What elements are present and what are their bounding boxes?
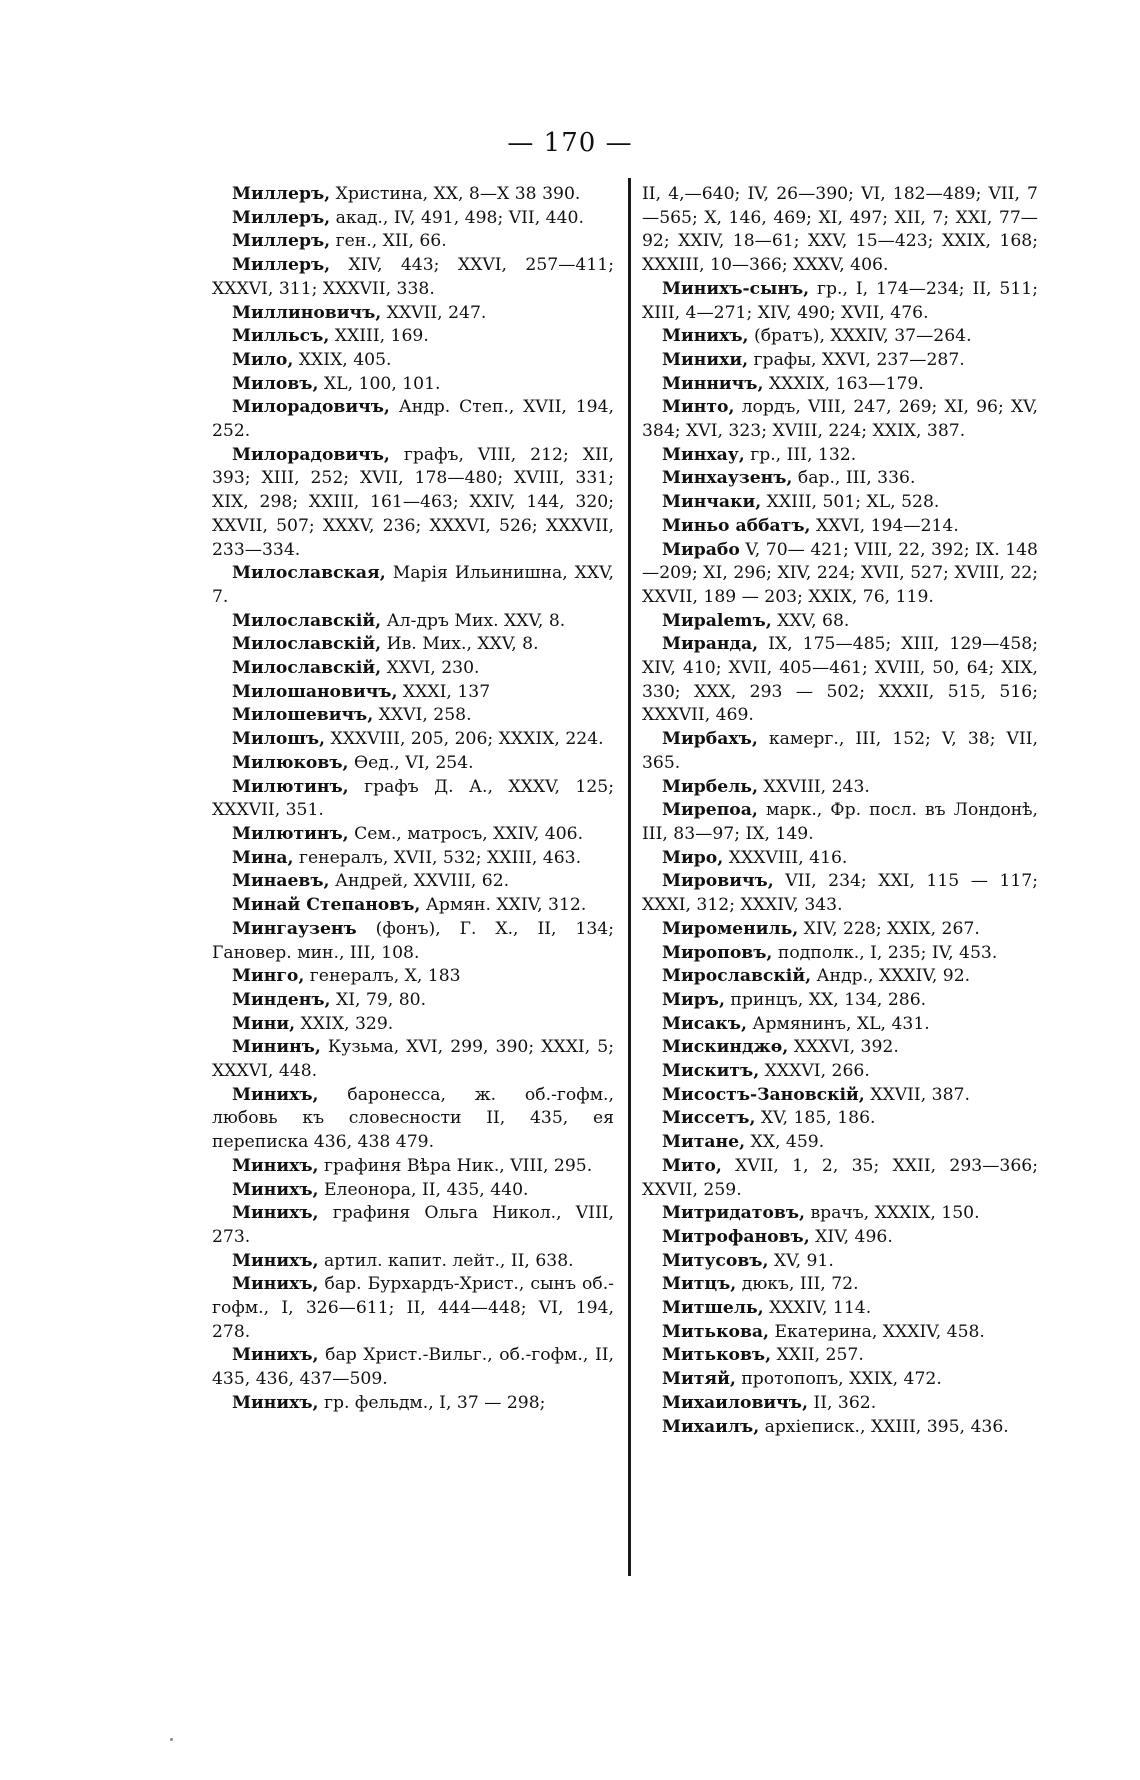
entry-references: генералъ, XVII, 532; XXIII, 463. xyxy=(293,847,582,868)
entry-headword: Минихъ, xyxy=(232,1179,319,1200)
entry-references: дюкъ, III, 72. xyxy=(736,1274,859,1295)
entry-references: артил. капит. лейт., II, 638. xyxy=(318,1250,574,1271)
entry-references: VII, 234; XXI, 115 — 117; XXXI, 312; XXXIV, 343. xyxy=(642,871,1038,916)
index-entry xyxy=(642,1036,1038,1060)
entry-references: гр. фельдм., I, 37 — 298; xyxy=(318,1392,546,1413)
entry-references: бар., III, 336. xyxy=(792,468,916,489)
entry-headword: Милославскій, xyxy=(232,610,382,631)
entry-references: XL, 100, 101. xyxy=(318,373,441,394)
index-entry xyxy=(642,539,1038,610)
index-entry xyxy=(212,562,614,609)
entry-references: XXIII, 169. xyxy=(329,326,429,347)
entry-references: XV, 91. xyxy=(768,1250,834,1271)
entry-references: лордъ, VIII, 247, 269; XI, 96; XV, 384; XVI, 323; XVIII, 224; XXIX, 387. xyxy=(642,397,1038,442)
index-column-right xyxy=(642,183,1038,1439)
entry-references: XXXIV, 114. xyxy=(763,1298,872,1319)
entry-references: XVII, 1, 2, 35; XXII, 293—366; XXVII, 259. xyxy=(642,1155,1038,1200)
index-entry xyxy=(212,847,614,871)
index-entry xyxy=(212,704,614,728)
index-entry xyxy=(642,776,1038,800)
entry-headword: Минихъ, xyxy=(232,1203,319,1224)
entry-headword: Минто, xyxy=(662,397,735,418)
entry-headword: Митусовъ, xyxy=(662,1250,769,1271)
entry-references: графиня Ольга Никол., VIII, 273. xyxy=(212,1203,614,1247)
index-entry xyxy=(642,325,1038,349)
index-entry xyxy=(642,1321,1038,1345)
index-entry xyxy=(642,1084,1038,1108)
entry-headword: Минихъ, xyxy=(232,1155,319,1176)
entry-headword: Мисостъ-Зановскій, xyxy=(662,1084,865,1105)
entry-headword: Минихи, xyxy=(662,349,749,370)
entry-headword: Митцъ, xyxy=(662,1274,737,1295)
entry-references: XXVII, 387. xyxy=(864,1084,970,1105)
entry-headword: Милошевичъ, xyxy=(232,705,374,726)
index-entry xyxy=(212,728,614,752)
index-entry xyxy=(212,230,614,254)
entry-references: Екатерина, XXXIV, 458. xyxy=(769,1321,985,1342)
index-entry xyxy=(212,776,614,823)
index-entry xyxy=(642,444,1038,468)
entry-headword: Милославскій, xyxy=(232,634,382,655)
index-entry xyxy=(642,610,1038,634)
entry-headword: Мило, xyxy=(232,349,294,370)
index-entry xyxy=(212,1036,614,1083)
index-entry xyxy=(642,1273,1038,1297)
entry-headword: Мискитъ, xyxy=(662,1061,760,1082)
entry-headword: Милльсъ, xyxy=(232,326,330,347)
entry-references: XV, 185, 186. xyxy=(755,1108,876,1129)
index-entry xyxy=(212,965,614,989)
index-entry xyxy=(642,989,1038,1013)
index-entry xyxy=(212,302,614,326)
index-entry xyxy=(212,894,614,918)
entry-references: XX, 459. xyxy=(745,1132,825,1153)
entry-headword: Миранда, xyxy=(662,634,759,655)
entry-references: графъ, VIII, 212; XII, 393; XIII, 252; XVII, 178—480; XVIII, 331; XIX, 298; XXIII, 161—463; XXIV, 144, 320; XXVII, 507; XXXV, 236; XXXVI, 526; XXXVII, 233—334. xyxy=(212,444,614,560)
index-entry xyxy=(642,1344,1038,1368)
index-entry xyxy=(212,1344,614,1391)
index-entry xyxy=(212,1155,614,1179)
entry-headword: Минхаузенъ, xyxy=(662,468,793,489)
entry-headword: Митане, xyxy=(662,1132,746,1153)
entry-headword: Минихъ, xyxy=(232,1392,319,1413)
index-entry xyxy=(642,1226,1038,1250)
entry-references: врачъ, XXXIX, 150. xyxy=(805,1203,980,1224)
entry-headword: Миромениль, xyxy=(662,918,799,939)
index-entry xyxy=(642,728,1038,775)
entry-headword: Милорадовичъ, xyxy=(232,397,390,418)
entry-references: архіеписк., XXIII, 395, 436. xyxy=(759,1416,1009,1437)
entry-headword: Минихъ, xyxy=(232,1250,319,1271)
index-entry xyxy=(642,1202,1038,1226)
entry-headword: Милошъ, xyxy=(232,729,325,750)
entry-references: марк., Фр. посл. въ Лондонѣ, III, 83—97; IX, 149. xyxy=(642,800,1038,844)
index-entry xyxy=(642,942,1038,966)
entry-headword: Митькова, xyxy=(662,1321,770,1342)
index-entry xyxy=(212,989,614,1013)
entry-references: Армянинъ, XL, 431. xyxy=(746,1013,930,1034)
index-entry xyxy=(642,1416,1038,1440)
entry-headword: Минчаки, xyxy=(662,492,762,513)
entry-references: подполк., I, 235; IV, 453. xyxy=(772,942,998,963)
entry-headword: Миньо аббатъ, xyxy=(662,515,811,536)
entry-headword: Миловъ, xyxy=(232,373,319,394)
entry-headword: Миръ, xyxy=(662,989,725,1010)
entry-headword: Мирославскій, xyxy=(662,966,812,987)
entry-references: Андр. Степ., XVII, 194, 252. xyxy=(212,397,614,442)
entry-references: Марія Ильинишна, XXV, 7. xyxy=(212,563,614,607)
index-entry xyxy=(642,515,1038,539)
entry-references: графъ Д. А., XXXV, 125; XXXVII, 351. xyxy=(212,776,614,821)
index-entry xyxy=(642,1368,1038,1392)
entry-references: II, 362. xyxy=(807,1392,877,1413)
index-entry xyxy=(642,633,1038,728)
entry-references: XIV, 496. xyxy=(809,1226,893,1247)
entry-headword: Миллеръ, xyxy=(232,184,331,204)
entry-references: баронесса, ж. об.-гофм., любовь къ словесности II, 435, ея переписка 436, 438 479. xyxy=(212,1084,614,1153)
index-entry xyxy=(212,633,614,657)
entry-headword: Миллеръ, xyxy=(232,207,331,228)
index-entry xyxy=(212,681,614,705)
index-entry xyxy=(212,349,614,373)
index-entry xyxy=(212,1250,614,1274)
entry-references: V, 70— 421; VIII, 22, 392; IX. 148—209; XI, 296; XIV, 224; XVII, 527; XVIII, 22; XXVII, 189 — 203; XXIX, 76, 119. xyxy=(642,539,1038,607)
entry-headword: Мироповъ, xyxy=(662,942,773,963)
entry-headword: Минхау, xyxy=(662,444,745,465)
entry-headword: Минихъ, xyxy=(232,1274,319,1295)
entry-headword: Милютинъ, xyxy=(232,823,349,844)
entry-headword: Минго, xyxy=(232,966,305,987)
entry-references: XXVIII, 243. xyxy=(757,776,870,797)
index-entry xyxy=(212,610,614,634)
index-entry xyxy=(642,183,1038,278)
entry-headword: Милюковъ, xyxy=(232,752,349,773)
entry-headword: Мирабо xyxy=(662,539,740,560)
index-entry xyxy=(212,254,614,301)
index-entry xyxy=(642,1107,1038,1131)
index-entry xyxy=(212,657,614,681)
paper-speck xyxy=(170,1738,173,1741)
entry-headword: Минаевъ, xyxy=(232,871,330,892)
entry-headword: Милорадовичъ, xyxy=(232,444,390,465)
entry-headword: Миллеръ, xyxy=(232,231,331,252)
entry-headword: Минничъ, xyxy=(662,373,764,394)
entry-references: гр., III, 132. xyxy=(744,444,857,465)
index-entry xyxy=(642,467,1038,491)
entry-headword: Миллеръ, xyxy=(232,255,331,276)
index-entry xyxy=(642,1013,1038,1037)
entry-references: графы, XXVI, 237—287. xyxy=(748,349,965,370)
entry-headword: Митрофановъ, xyxy=(662,1226,810,1247)
index-entry xyxy=(642,870,1038,917)
entry-references: II, 4,—640; IV, 26—390; VI, 182—489; VII, 7—565; X, 146, 469; XI, 497; XII, 7; XXI, 77—92; XXIV, 18—61; XXV, 15—423; XXIX, 168; XXXIII, 10—366; XXXV, 406. xyxy=(642,184,1038,276)
entry-headword: Минихъ, xyxy=(232,1084,319,1105)
entry-references: XXXVIII, 416. xyxy=(723,847,848,868)
entry-headword: Михаиловичъ, xyxy=(662,1392,808,1413)
entry-headword: Милославскій, xyxy=(232,658,382,679)
entry-references: Христина, XX, 8—X 38 390. xyxy=(330,184,581,204)
entry-references: Ал-дръ Мих. XXV, 8. xyxy=(381,610,566,631)
entry-headword: Миссетъ, xyxy=(662,1108,756,1129)
index-entry xyxy=(212,207,614,231)
entry-references: Сем., матросъ, XXIV, 406. xyxy=(348,823,584,844)
entry-headword: Милошановичъ, xyxy=(232,681,398,702)
entry-headword: Митшель, xyxy=(662,1298,764,1319)
index-entry xyxy=(212,325,614,349)
entry-references: Ив. Мих., XXV, 8. xyxy=(381,634,539,655)
entry-references: XXVII, 247. xyxy=(381,302,487,323)
entry-headword: Мисакъ, xyxy=(662,1013,747,1034)
column-divider xyxy=(628,178,631,1576)
entry-headword: Митридатовъ, xyxy=(662,1203,806,1224)
index-entry xyxy=(212,1013,614,1037)
entry-references: (фонъ), Г. X., II, 134; Гановер. мин., III, 108. xyxy=(212,918,614,963)
entry-headword: Мировичъ, xyxy=(662,871,774,892)
entry-references: Кузьма, XVI, 299, 390; XXXI, 5; XXXVI, 448. xyxy=(212,1037,614,1082)
entry-headword: Милютинъ, xyxy=(232,776,349,797)
page-number: — 170 — xyxy=(507,128,633,158)
entry-headword: Михаилъ, xyxy=(662,1416,760,1437)
index-entry xyxy=(642,1131,1038,1155)
entry-headword: Митьковъ, xyxy=(662,1345,772,1366)
index-entry xyxy=(642,1250,1038,1274)
entry-references: камерг., III, 152; V, 38; VII, 365. xyxy=(642,729,1038,773)
entry-headword: Милославская, xyxy=(232,563,386,584)
entry-headword: Мискинджө, xyxy=(662,1037,789,1058)
index-entry xyxy=(642,1392,1038,1416)
entry-references: XXXVIII, 205, 206; XXXIX, 224. xyxy=(325,729,604,750)
entry-references: генералъ, X, 183 xyxy=(304,966,461,987)
entry-references: Армян. XXIV, 312. xyxy=(420,895,587,916)
entry-references: гр., I, 174—234; II, 511; XIII, 4—271; XIV, 490; XVII, 476. xyxy=(642,278,1038,323)
entry-headword: Мина, xyxy=(232,847,294,868)
index-entry xyxy=(642,965,1038,989)
entry-headword: Митяй, xyxy=(662,1369,736,1390)
entry-headword: Минденъ, xyxy=(232,989,331,1010)
entry-headword: Мито, xyxy=(662,1155,722,1176)
index-column-left xyxy=(212,183,614,1416)
index-entry xyxy=(642,278,1038,325)
index-entry xyxy=(212,823,614,847)
entry-references: XXVI, 194—214. xyxy=(810,515,959,536)
entry-headword: Мини, xyxy=(232,1013,296,1034)
index-entry xyxy=(642,918,1038,942)
entry-references: Андр., XXXIV, 92. xyxy=(811,966,971,987)
entry-references: XXII, 257. xyxy=(771,1345,864,1366)
entry-references: акад., IV, 491, 498; VII, 440. xyxy=(330,207,584,228)
entry-references: XXXVI, 266. xyxy=(759,1061,870,1082)
index-entry xyxy=(212,752,614,776)
index-entry xyxy=(642,799,1038,846)
entry-references: (братъ), XXXIV, 37—264. xyxy=(748,326,972,347)
entry-headword: Мининъ, xyxy=(232,1037,321,1058)
entry-headword: Минихъ, xyxy=(662,326,749,347)
entry-references: XXIX, 405. xyxy=(293,349,392,370)
index-entry xyxy=(642,1155,1038,1202)
index-entry xyxy=(642,847,1038,871)
index-entry xyxy=(642,491,1038,515)
index-entry xyxy=(212,1273,614,1344)
index-entry xyxy=(212,183,614,207)
index-entry xyxy=(642,349,1038,373)
index-entry xyxy=(212,870,614,894)
entry-references: ген., XII, 66. xyxy=(330,231,447,252)
entry-headword: Мираlemъ, xyxy=(662,610,772,631)
index-entry xyxy=(212,373,614,397)
entry-references: XXV, 68. xyxy=(771,610,850,631)
entry-references: Ѳед., VI, 254. xyxy=(348,752,474,773)
entry-references: XI, 79, 80. xyxy=(330,989,427,1010)
entry-references: протопопъ, XXIX, 472. xyxy=(735,1369,942,1390)
entry-references: принцъ, XX, 134, 286. xyxy=(724,989,927,1010)
index-entry xyxy=(212,918,614,965)
entry-references: бар Христ.-Вильг., об.-гофм., II, 435, 436, 437—509. xyxy=(212,1345,614,1390)
entry-headword: Минихъ, xyxy=(232,1345,319,1366)
entry-references: Андрей, XXVIII, 62. xyxy=(329,871,510,892)
entry-headword: Минихъ-сынъ, xyxy=(662,278,810,299)
index-entry xyxy=(212,396,614,443)
entry-references: XXXVI, 392. xyxy=(788,1037,899,1058)
entry-headword: Минай Степановъ, xyxy=(232,895,421,916)
entry-headword: Мингаузенъ xyxy=(232,918,357,939)
entry-references: бар. Бурхардъ-Христ., сынъ об.-гофм., I, 326—611; II, 444—448; VI, 194, 278. xyxy=(212,1274,614,1342)
index-entry xyxy=(642,1060,1038,1084)
entry-headword: Мирбахъ, xyxy=(662,729,758,750)
entry-headword: Мирбель, xyxy=(662,776,758,797)
index-entry xyxy=(212,1392,614,1416)
entry-references: XXVI, 230. xyxy=(381,658,480,679)
entry-headword: Мирепоа, xyxy=(662,800,758,821)
index-entry xyxy=(212,1084,614,1155)
entry-references: XXXI, 137 xyxy=(397,681,491,702)
entry-headword: Миллиновичъ, xyxy=(232,302,382,323)
entry-references: XIV, 443; XXVI, 257—411; XXXVI, 311; XXXVII, 338. xyxy=(212,255,614,299)
entry-references: XXXIX, 163—179. xyxy=(763,373,924,394)
entry-references: XXIX, 329. xyxy=(295,1013,394,1034)
index-entry xyxy=(212,1179,614,1203)
entry-references: XIV, 228; XXIX, 267. xyxy=(798,918,980,939)
index-entry xyxy=(212,1202,614,1249)
entry-references: XXIII, 501; XL, 528. xyxy=(761,492,940,513)
index-entry xyxy=(642,373,1038,397)
entry-references: графиня Вѣра Ник., VIII, 295. xyxy=(318,1155,593,1176)
index-entry xyxy=(642,396,1038,443)
index-entry xyxy=(212,444,614,563)
entry-headword: Миро, xyxy=(662,847,724,868)
entry-references: XXVI, 258. xyxy=(373,705,472,726)
entry-references: Елеонора, II, 435, 440. xyxy=(318,1179,529,1200)
entry-references: IX, 175—485; XIII, 129—458; XIV, 410; XVII, 405—461; XVIII, 50, 64; XIX, 330; XXX, 293 — 502; XXXII, 515, 516; XXXVII, 469. xyxy=(642,634,1038,726)
index-entry xyxy=(642,1297,1038,1321)
